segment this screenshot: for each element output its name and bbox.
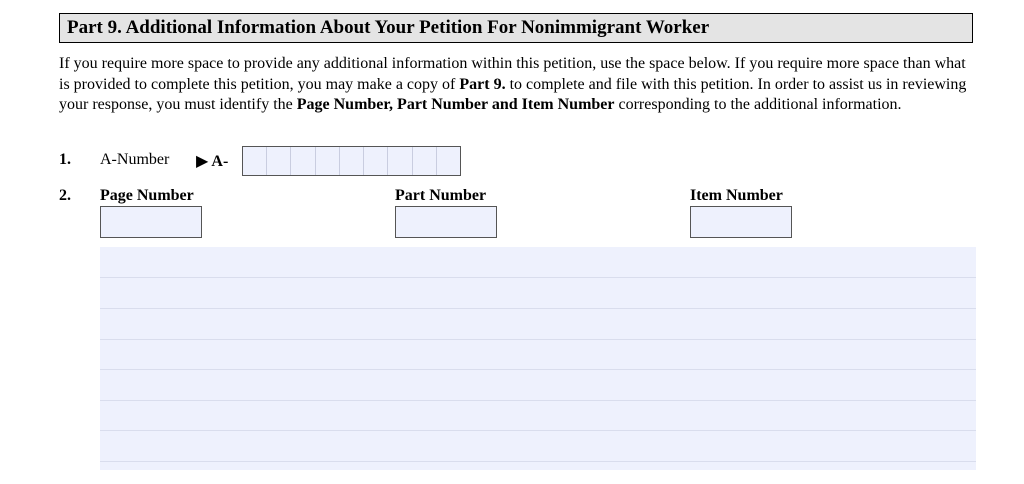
instructions-bold-part-ref: Part 9. [459,75,506,93]
a-number-digit-cell[interactable] [291,147,315,175]
ruled-line [100,369,976,370]
item-number-field[interactable] [690,206,792,238]
a-number-label: A-Number [100,151,170,168]
item-number-label: Item Number [690,187,783,204]
ruled-line [100,400,976,401]
a-number-digit-cell[interactable] [413,147,437,175]
a-number-digit-cell[interactable] [316,147,340,175]
a-number-digit-cell[interactable] [340,147,364,175]
part-9-header: Part 9. Additional Information About Your Petition For Nonimmigrant Worker [59,13,973,43]
item-1-number: 1. [59,151,71,168]
instructions-text-3: corresponding to the additional information. [614,96,902,113]
part-number-label: Part Number [395,187,487,204]
ruled-line [100,277,976,278]
ruled-line [100,461,976,462]
page-number-label: Page Number [100,187,194,204]
a-number-input[interactable] [242,146,461,176]
a-number-prefix: ▶ A- [196,153,229,170]
a-number-digit-cell[interactable] [267,147,291,175]
page-number-field[interactable] [100,206,202,238]
a-number-digit-cell[interactable] [243,147,267,175]
ruled-line [100,430,976,431]
ruled-line [100,308,976,309]
additional-information-textarea[interactable] [100,247,976,470]
a-number-digit-cell[interactable] [364,147,388,175]
item-2-number: 2. [59,187,71,204]
instructions-text-1: If you require more space to provide any additional information within this petition, use the space below. If you require more space than what is provided to complete this petition, you may make a copy of [59,55,966,93]
a-number-digit-cell[interactable] [437,147,460,175]
instructions-text-2: to complete and file with this petition. In order to assist us in reviewing your response, you must identify the [59,75,967,113]
a-number-digit-cell[interactable] [388,147,412,175]
instructions-bold-identifiers: Page Number, Part Number and Item Number [296,96,615,113]
part-number-field[interactable] [395,206,497,238]
instructions-paragraph [59,54,974,116]
ruled-line [100,339,976,340]
